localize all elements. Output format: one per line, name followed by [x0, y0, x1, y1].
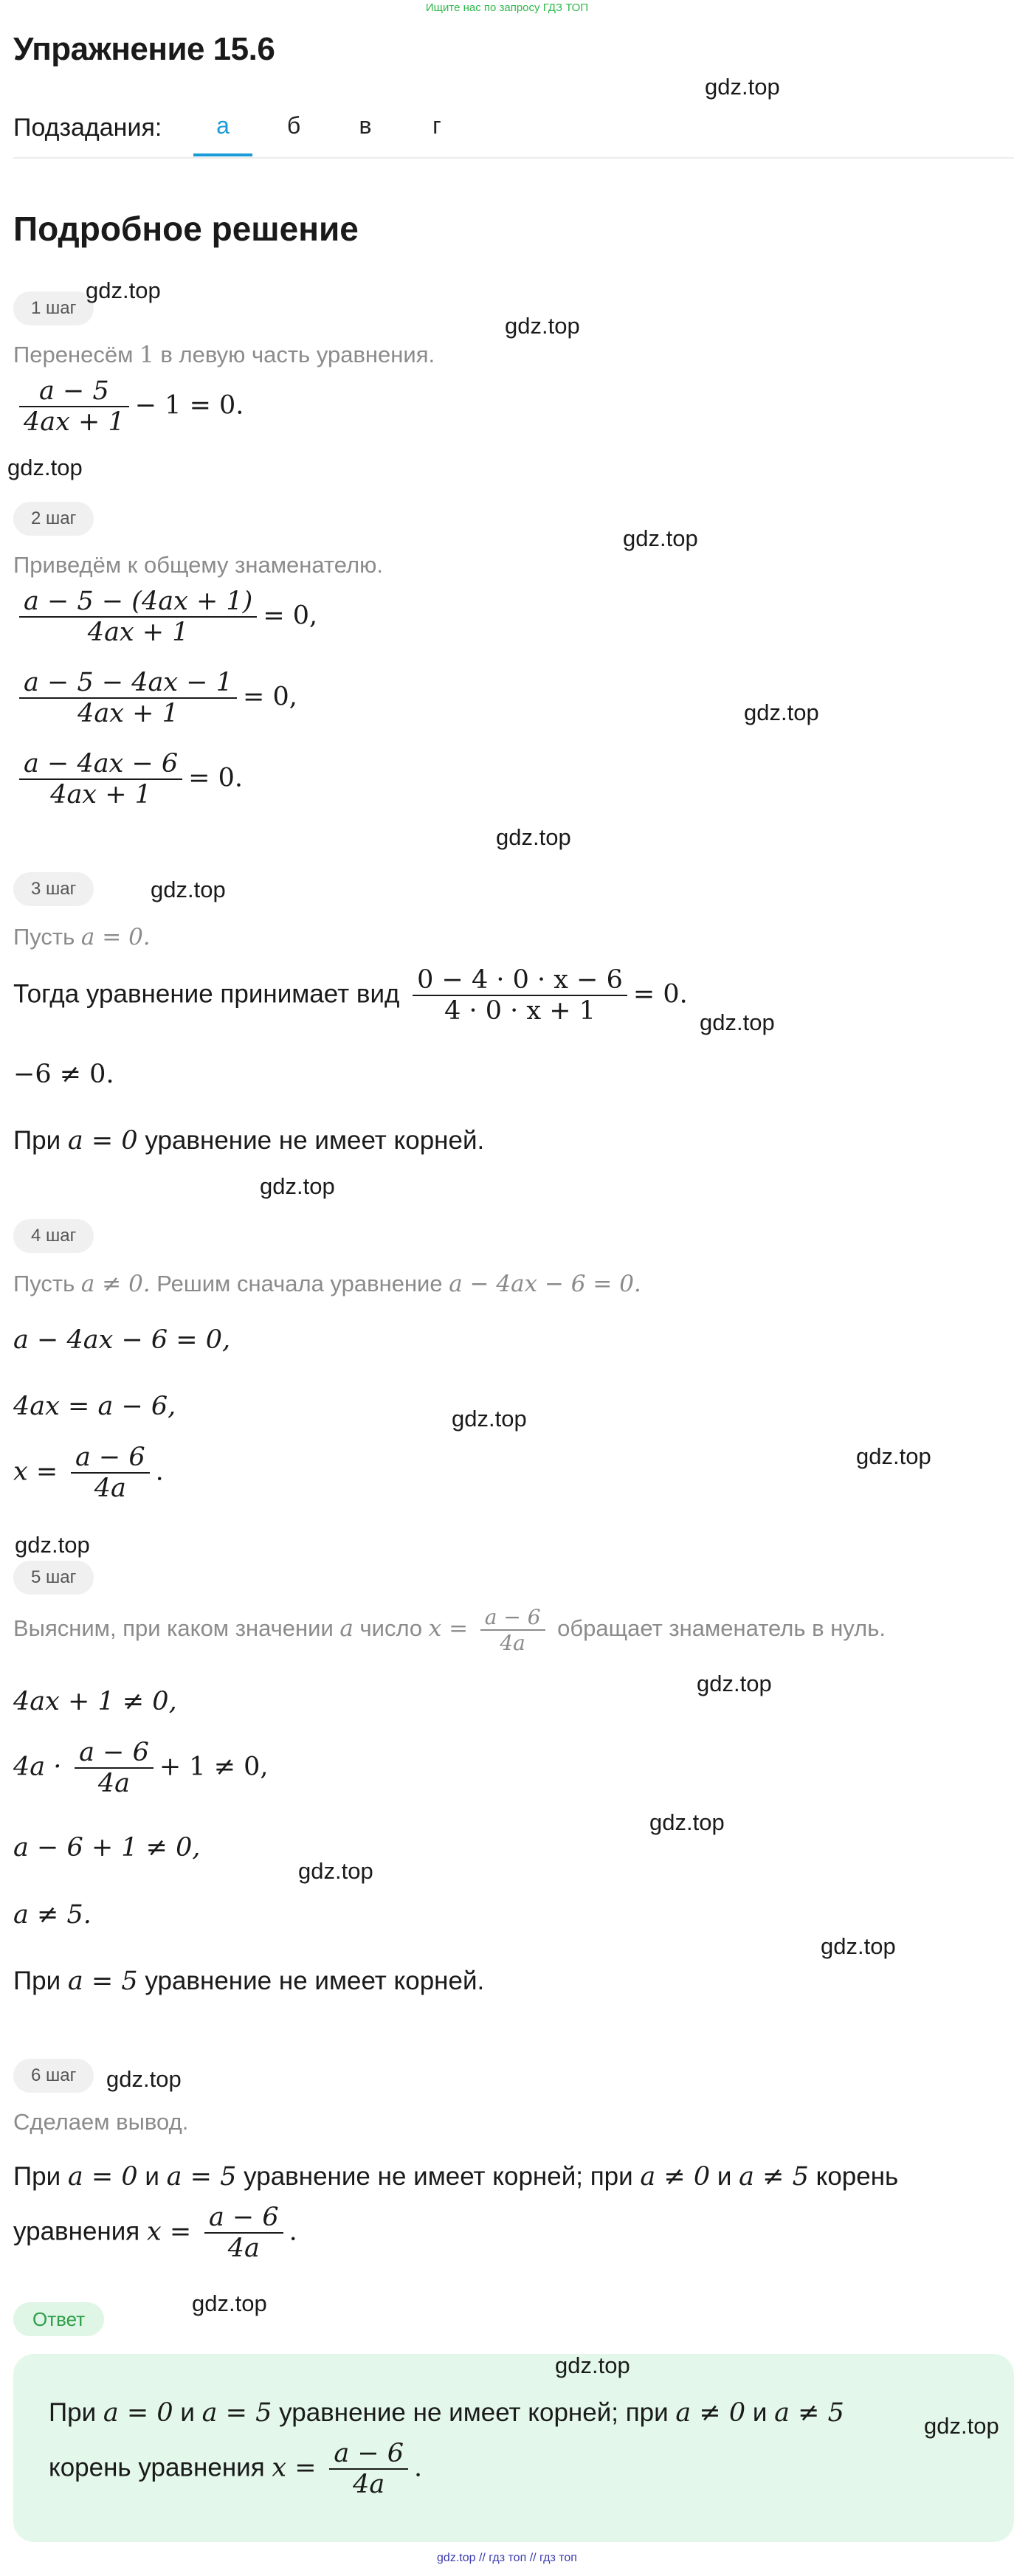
step-2-badge: 2 шаг	[13, 502, 94, 536]
step-1-note: Перенесём 1 в левую часть уравнения.	[13, 342, 435, 368]
divider	[13, 157, 1014, 159]
step-6-paragraph-line-2: уравнения x = $\frac{a - 6}{4a}$ .	[13, 2203, 297, 2263]
tab-a[interactable]: а	[216, 112, 230, 139]
watermark: gdz.top	[649, 1809, 725, 1835]
watermark: gdz.top	[697, 1671, 772, 1696]
step-1-badge: 1 шаг	[13, 291, 94, 325]
step-5-note: Выясним, при каком значении a число x = $\frac{a - 6}{4a}$ обращает знаменатель в нуль.	[13, 1605, 886, 1655]
watermark: gdz.top	[192, 2290, 267, 2316]
watermark: gdz.top	[260, 1173, 335, 1199]
step-4-equation-2: 4ax = a − 6,	[13, 1392, 176, 1421]
page-title: Упражнение 15.6	[13, 31, 275, 67]
answer-badge: Ответ	[13, 2302, 104, 2336]
watermark: gdz.top	[924, 2413, 999, 2439]
step-5-badge: 5 шаг	[13, 1561, 94, 1595]
step-5-conclusion: При a = 5 уравнение не имеет корней.	[13, 1966, 485, 1996]
step-3-line-1: Тогда уравнение принимает вид $\frac{0 - 4 \cdot 0 \cdot x - 6}{4 \cdot 0 \cdot x + 1}$ = 0.	[13, 965, 688, 1026]
watermark: gdz.top	[298, 1858, 373, 1884]
watermark: gdz.top	[856, 1443, 931, 1469]
step-6-note: Сделаем вывод.	[13, 2109, 189, 2135]
footer-links[interactable]: gdz.top // гдз топ // гдз топ	[437, 2552, 577, 2564]
step-2-equation-1: $\frac{a - 5 - (4ax + 1)}{4ax + 1}$ = 0,	[13, 587, 317, 647]
watermark: gdz.top	[106, 2066, 182, 2092]
answer-line-2: корень уравнения x = $\frac{a - 6}{4a}$ .	[49, 2439, 423, 2499]
watermark: gdz.top	[86, 277, 161, 303]
step-5-equation-1: 4ax + 1 ≠ 0,	[13, 1687, 177, 1716]
solution-heading: Подробное решение	[13, 210, 359, 248]
answer-line-1: При a = 0 и a = 5 уравнение не имеет корней; при a ≠ 0 и a ≠ 5	[49, 2398, 844, 2428]
top-banner: Ищите нас по запросу ГДЗ ТОП	[425, 1, 589, 14]
tab-b[interactable]: б	[286, 112, 301, 139]
watermark: gdz.top	[821, 1933, 896, 1959]
step-5-equation-2: 4a · $\frac{a - 6}{4a}$ + 1 ≠ 0,	[13, 1738, 269, 1798]
step-6-badge: 6 шаг	[13, 2059, 94, 2093]
watermark: gdz.top	[151, 877, 226, 902]
watermark: gdz.top	[452, 1406, 527, 1432]
step-2-equation-3: $\frac{a - 4ax - 6}{4ax + 1}$ = 0.	[13, 749, 243, 809]
step-2-equation-2: $\frac{a - 5 - 4ax - 1}{4ax + 1}$ = 0,	[13, 668, 297, 728]
step-6-paragraph-line-1: При a = 0 и a = 5 уравнение не имеет корней; при a ≠ 0 и a ≠ 5 корень	[13, 2162, 899, 2192]
step-3-line-2: −6 ≠ 0.	[13, 1060, 114, 1089]
step-3-badge: 3 шаг	[13, 872, 94, 906]
watermark: gdz.top	[623, 525, 698, 551]
step-2-note: Приведём к общему знаменателю.	[13, 552, 383, 578]
watermark: gdz.top	[744, 700, 819, 725]
subtasks-label: Подзадания:	[13, 114, 162, 142]
tab-v[interactable]: в	[359, 112, 372, 139]
watermark: gdz.top	[7, 455, 83, 480]
step-3-line-3: При a = 0 уравнение не имеет корней.	[13, 1126, 485, 1156]
watermark: gdz.top	[496, 824, 571, 850]
step-3-note: Пусть a = 0.	[13, 924, 151, 950]
step-4-equation-3: x = $\frac{a - 6}{4a}$ .	[13, 1443, 164, 1503]
step-4-equation-1: a − 4ax − 6 = 0,	[13, 1325, 231, 1355]
watermark: gdz.top	[705, 74, 780, 100]
active-tab-indicator	[193, 153, 252, 156]
step-4-note: Пусть a ≠ 0. Решим сначала уравнение a − 4ax − 6 = 0.	[13, 1271, 641, 1297]
watermark: gdz.top	[505, 313, 580, 339]
watermark: gdz.top	[700, 1009, 775, 1035]
step-4-badge: 4 шаг	[13, 1219, 94, 1253]
step-5-equation-3: a − 6 + 1 ≠ 0,	[13, 1833, 201, 1862]
step-5-equation-4: a ≠ 5.	[13, 1900, 92, 1930]
step-1-equation: $\frac{a - 5}{4ax + 1}$ − 1 = 0.	[13, 376, 244, 437]
watermark: gdz.top	[15, 1532, 90, 1558]
tab-g[interactable]: г	[432, 112, 441, 139]
watermark: gdz.top	[555, 2352, 630, 2378]
